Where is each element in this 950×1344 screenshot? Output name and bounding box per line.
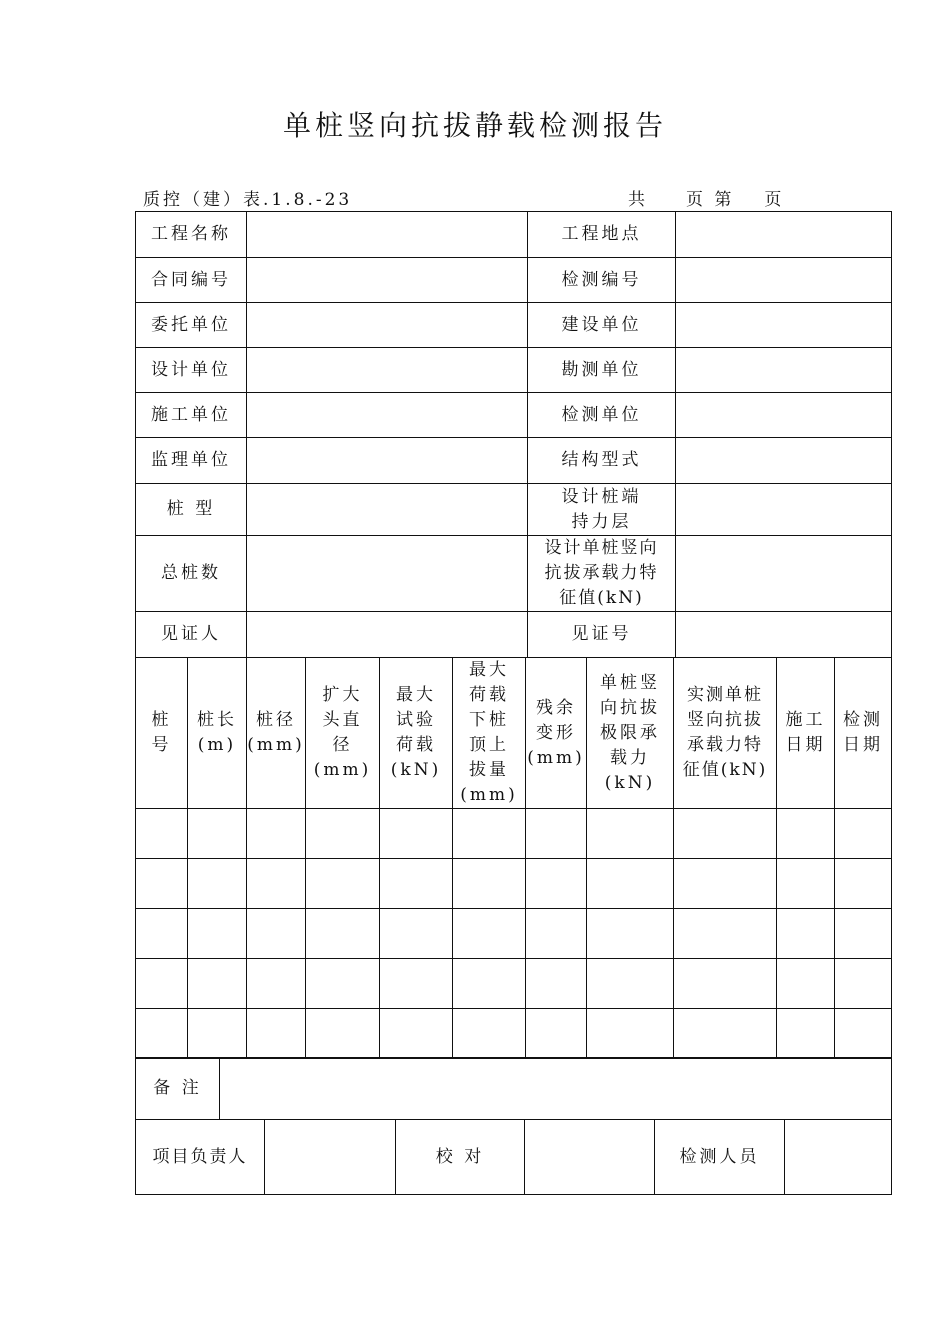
- table-cell[interactable]: [587, 1009, 674, 1059]
- info-value-field[interactable]: [247, 612, 528, 658]
- table-cell[interactable]: [247, 809, 306, 859]
- table-cell[interactable]: [526, 1009, 587, 1059]
- info-row: [136, 258, 892, 303]
- info-label: 检测单位: [528, 393, 676, 438]
- table-cell[interactable]: [136, 859, 188, 909]
- info-label: 设计单位: [136, 348, 247, 393]
- table-row: [136, 1009, 892, 1059]
- info-label: 建设单位: [528, 303, 676, 348]
- info-label: 设计桩端 持力层: [528, 484, 676, 536]
- table-cell[interactable]: [587, 909, 674, 959]
- table-cell[interactable]: [835, 859, 892, 909]
- table-cell[interactable]: [674, 1009, 777, 1059]
- info-row: [136, 438, 892, 484]
- info-label: 桩 型: [136, 484, 247, 536]
- table-cell[interactable]: [188, 859, 247, 909]
- test-results-table: [135, 657, 892, 1059]
- column-header: 最大 荷载 下桩 顶上 拔量 (mm): [453, 658, 526, 809]
- table-cell[interactable]: [453, 909, 526, 959]
- column-header: 扩大 头直 径 (mm): [306, 658, 380, 809]
- column-header: 单桩竖 向抗拔 极限承 载力 (kN): [587, 658, 674, 809]
- table-cell[interactable]: [306, 909, 380, 959]
- remarks-field[interactable]: [220, 1058, 892, 1120]
- page-counter: [628, 185, 784, 210]
- remarks-row: [136, 1058, 892, 1120]
- info-value-field[interactable]: [676, 212, 892, 258]
- table-cell[interactable]: [526, 859, 587, 909]
- project-info-table: [135, 211, 892, 658]
- info-label: 工程名称: [136, 212, 247, 258]
- table-cell[interactable]: [247, 959, 306, 1009]
- info-value-field[interactable]: [247, 536, 528, 612]
- table-cell[interactable]: [587, 959, 674, 1009]
- table-cell[interactable]: [674, 909, 777, 959]
- table-cell[interactable]: [188, 959, 247, 1009]
- table-cell[interactable]: [188, 809, 247, 859]
- checker-label: 校 对: [396, 1120, 525, 1195]
- page-label: 页 第: [686, 190, 735, 210]
- form-code: 质控（建）表.1.8.-23: [143, 190, 353, 210]
- info-value-field[interactable]: [676, 258, 892, 303]
- table-row: [136, 959, 892, 1009]
- info-value-field[interactable]: [247, 484, 528, 536]
- info-label: 检测编号: [528, 258, 676, 303]
- table-cell[interactable]: [380, 909, 453, 959]
- table-cell[interactable]: [674, 859, 777, 909]
- info-label: 结构型式: [528, 438, 676, 484]
- table-cell[interactable]: [453, 809, 526, 859]
- table-cell[interactable]: [247, 909, 306, 959]
- table-cell[interactable]: [587, 809, 674, 859]
- info-row: [136, 303, 892, 348]
- info-row: [136, 393, 892, 438]
- info-row: [136, 212, 892, 258]
- table-cell[interactable]: [136, 809, 188, 859]
- table-cell[interactable]: [247, 859, 306, 909]
- table-cell[interactable]: [188, 1009, 247, 1059]
- info-value-field[interactable]: [247, 303, 528, 348]
- info-label: 工程地点: [528, 212, 676, 258]
- table-row: [136, 909, 892, 959]
- info-row: [136, 536, 892, 612]
- column-header: 桩长 (m): [188, 658, 247, 809]
- table-cell[interactable]: [306, 1009, 380, 1059]
- info-label: 见证号: [528, 612, 676, 658]
- table-cell[interactable]: [835, 909, 892, 959]
- remarks-table: [135, 1057, 892, 1120]
- info-value-field[interactable]: [676, 484, 892, 536]
- info-label: 监理单位: [136, 438, 247, 484]
- table-cell[interactable]: [777, 1009, 835, 1059]
- column-header: 桩径 (mm): [247, 658, 306, 809]
- table-cell[interactable]: [587, 859, 674, 909]
- table-cell[interactable]: [380, 809, 453, 859]
- info-value-field[interactable]: [676, 612, 892, 658]
- info-value-field[interactable]: [247, 393, 528, 438]
- page-title: 单桩竖向抗拔静载检测报告: [282, 109, 667, 142]
- table-row: [136, 809, 892, 859]
- table-cell[interactable]: [380, 1009, 453, 1059]
- info-value-field[interactable]: [247, 438, 528, 484]
- info-label: 委托单位: [136, 303, 247, 348]
- table-cell[interactable]: [136, 959, 188, 1009]
- table-cell[interactable]: [777, 859, 835, 909]
- remarks-label: 备 注: [136, 1058, 220, 1120]
- tester-label: 检测人员: [655, 1120, 785, 1195]
- info-value-field[interactable]: [676, 348, 892, 393]
- project-lead-signature-field[interactable]: [265, 1120, 396, 1195]
- info-label: 设计单桩竖向 抗拔承载力特 征值(kN): [528, 536, 676, 612]
- table-cell[interactable]: [835, 809, 892, 859]
- info-value-field[interactable]: [676, 536, 892, 612]
- column-header: 实测单桩 竖向抗拔 承载力特 征值(kN): [674, 658, 777, 809]
- page-suffix: 页: [764, 190, 785, 210]
- info-row: [136, 484, 892, 536]
- info-value-field[interactable]: [676, 393, 892, 438]
- table-cell[interactable]: [188, 909, 247, 959]
- tester-signature-field[interactable]: [785, 1120, 892, 1195]
- table-cell[interactable]: [453, 1009, 526, 1059]
- table-cell[interactable]: [247, 1009, 306, 1059]
- table-cell[interactable]: [526, 909, 587, 959]
- table-cell[interactable]: [306, 809, 380, 859]
- column-header: 检测 日期: [835, 658, 892, 809]
- signature-table: [135, 1119, 892, 1195]
- project-lead-label: 项目负责人: [136, 1120, 265, 1195]
- table-cell[interactable]: [453, 859, 526, 909]
- table-cell[interactable]: [380, 959, 453, 1009]
- info-value-field[interactable]: [247, 348, 528, 393]
- table-cell[interactable]: [777, 959, 835, 1009]
- table-cell[interactable]: [526, 809, 587, 859]
- table-cell[interactable]: [674, 959, 777, 1009]
- table-cell[interactable]: [136, 1009, 188, 1059]
- info-label: 总桩数: [136, 536, 247, 612]
- column-header: 施工 日期: [777, 658, 835, 809]
- info-value-field[interactable]: [247, 258, 528, 303]
- info-value-field[interactable]: [676, 303, 892, 348]
- table-cell[interactable]: [380, 859, 453, 909]
- info-label: 见证人: [136, 612, 247, 658]
- table-cell[interactable]: [306, 859, 380, 909]
- total-pages-label: 共: [628, 190, 648, 210]
- table-cell[interactable]: [136, 909, 188, 959]
- column-header: 残余 变形 (mm): [526, 658, 587, 809]
- table-cell[interactable]: [835, 959, 892, 1009]
- table-cell[interactable]: [835, 1009, 892, 1059]
- table-row: [136, 859, 892, 909]
- signature-row: [136, 1120, 892, 1195]
- table-cell[interactable]: [306, 959, 380, 1009]
- column-header: 最大 试验 荷载 (kN): [380, 658, 453, 809]
- info-value-field[interactable]: [247, 212, 528, 258]
- table-cell[interactable]: [674, 809, 777, 859]
- table-cell[interactable]: [777, 809, 835, 859]
- info-row: [136, 612, 892, 658]
- info-row: [136, 348, 892, 393]
- table-cell[interactable]: [526, 959, 587, 1009]
- info-label: 合同编号: [136, 258, 247, 303]
- info-label: 施工单位: [136, 393, 247, 438]
- checker-signature-field[interactable]: [525, 1120, 655, 1195]
- table-cell[interactable]: [453, 959, 526, 1009]
- test-header-row: [136, 658, 892, 809]
- table-cell[interactable]: [777, 909, 835, 959]
- info-value-field[interactable]: [676, 438, 892, 484]
- info-label: 勘测单位: [528, 348, 676, 393]
- column-header: 桩 号: [136, 658, 188, 809]
